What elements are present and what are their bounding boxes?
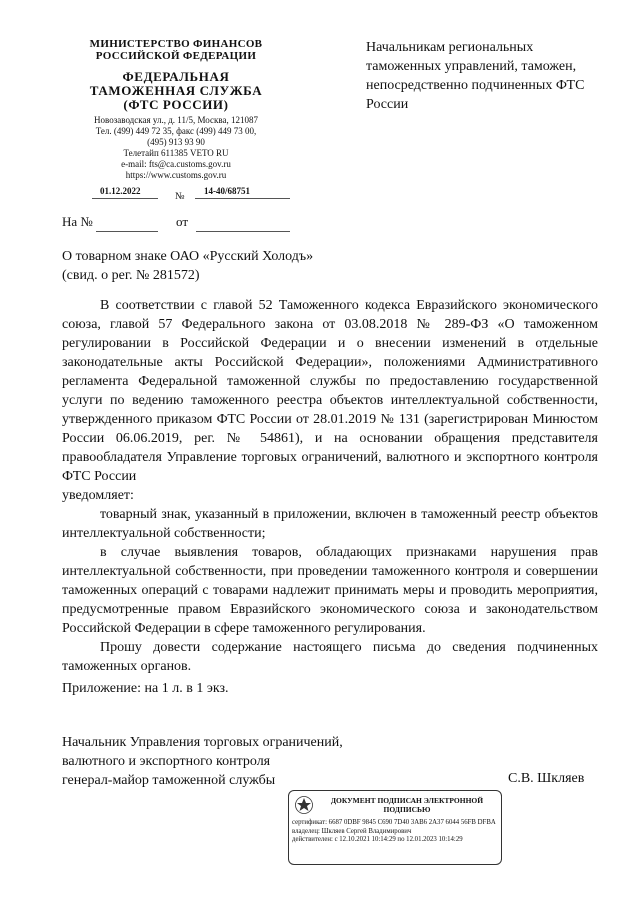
ref-from-line (196, 231, 290, 232)
ref-no-label: На № (62, 214, 93, 229)
letter-body (62, 296, 598, 676)
body-paragraph: товарный знак, указанный в приложении, включен в таможенный реестр объектов интеллектуальной собственности; (62, 507, 598, 541)
body-paragraph: Прошу довести содержание настоящего письма до сведения подчиненных таможенных органов. (62, 640, 598, 674)
service-name: ФЕДЕРАЛЬНАЯ ТАМОЖЕННАЯ СЛУЖБА (ФТС РОССИИ) (89, 69, 263, 112)
signatory-name: С.В. Шкляев (508, 771, 585, 786)
subject: О товарном знаке ОАО «Русский Холодъ» (свид. о рег. № 281572) (62, 249, 314, 283)
letterhead-address: Новозаводская ул., д. 11/5, Москва, 121087 Тел. (499) 449 72 35, факс (499) 449 73 00, (495) 913 93 90 Телетайп 611385 VETO RU e-mail: fts@ca.customs.gov.ru https://www.customs.gov.ru (94, 115, 258, 180)
stamp-title: ДОКУМЕНТ ПОДПИСАН ЭЛЕКТРОННОЙ ПОДПИСЬЮ (330, 796, 484, 814)
stamp-validity: действителен: с 12.10.2021 10:14:29 по 12.01.2023 10:14:29 (292, 836, 463, 844)
ref-from-label: от (176, 214, 189, 229)
ref-no-line (96, 231, 158, 232)
document-number: 14-40/68751 (204, 186, 250, 196)
stamp-certificate: сертификат: 6687 0DBF 9845 C690 7D40 3AB6 2A37 6044 56FB DFBA (292, 819, 496, 826)
number-sign: № (175, 191, 185, 202)
date-underline (92, 198, 158, 199)
customs-emblem-icon (294, 795, 314, 815)
ministry-name: МИНИСТЕРСТВО ФИНАНСОВ РОССИЙСКОЙ ФЕДЕРАЦИИ (89, 38, 263, 62)
body-paragraph: В соответствии с главой 52 Таможенного кодекса Евразийского экономического союза, главой 57 Федерального закона от 03.08.2018 № 289-ФЗ «О таможенном регулировании в Российской Федерации и о внесении изменений в отдельные законодательные акты Российской Федерации», положениями Административного регламента Федеральной таможенной службы по предоставлению государственной услуги по ведению таможенного реестра объектов интеллектуальной собственности, утвержденного приказом ФТС России от 28.01.2019 № 131 (зарегистрирован Минюстом России 06.06.2019, рег. № 54861), и на основании обращения представителя правообладателя Управление торговых ограничений, валютного и экспортного контроля ФТС России (62, 298, 598, 484)
signatory-position: Начальник Управления торговых ограничений, валютного и экспортного контроля генерал-майор таможенной службы (62, 735, 343, 788)
stamp-details (292, 819, 498, 845)
document-date: 01.12.2022 (100, 186, 141, 196)
electronic-signature-stamp (288, 790, 502, 865)
addressee: Начальникам региональных таможенных управлений, таможен, непосредственно подчиненных ФТС России (366, 40, 585, 112)
number-underline (195, 198, 290, 199)
body-paragraph: уведомляет: (62, 488, 134, 503)
body-paragraph: в случае выявления товаров, обладающих признаками нарушения прав интеллектуальной собственности, при проведении таможенного контроля и совершении таможенных операций с товарами надлежит принимать меры и проводить мероприятия, предусмотренные правом Евразийского экономического союза и законодательством Российской Федерации в сфере таможенного регулирования. (62, 545, 598, 636)
stamp-owner: владелец: Шкляев Сергей Владимирович (292, 827, 412, 835)
attachment-note: Приложение: на 1 л. в 1 экз. (62, 681, 229, 696)
